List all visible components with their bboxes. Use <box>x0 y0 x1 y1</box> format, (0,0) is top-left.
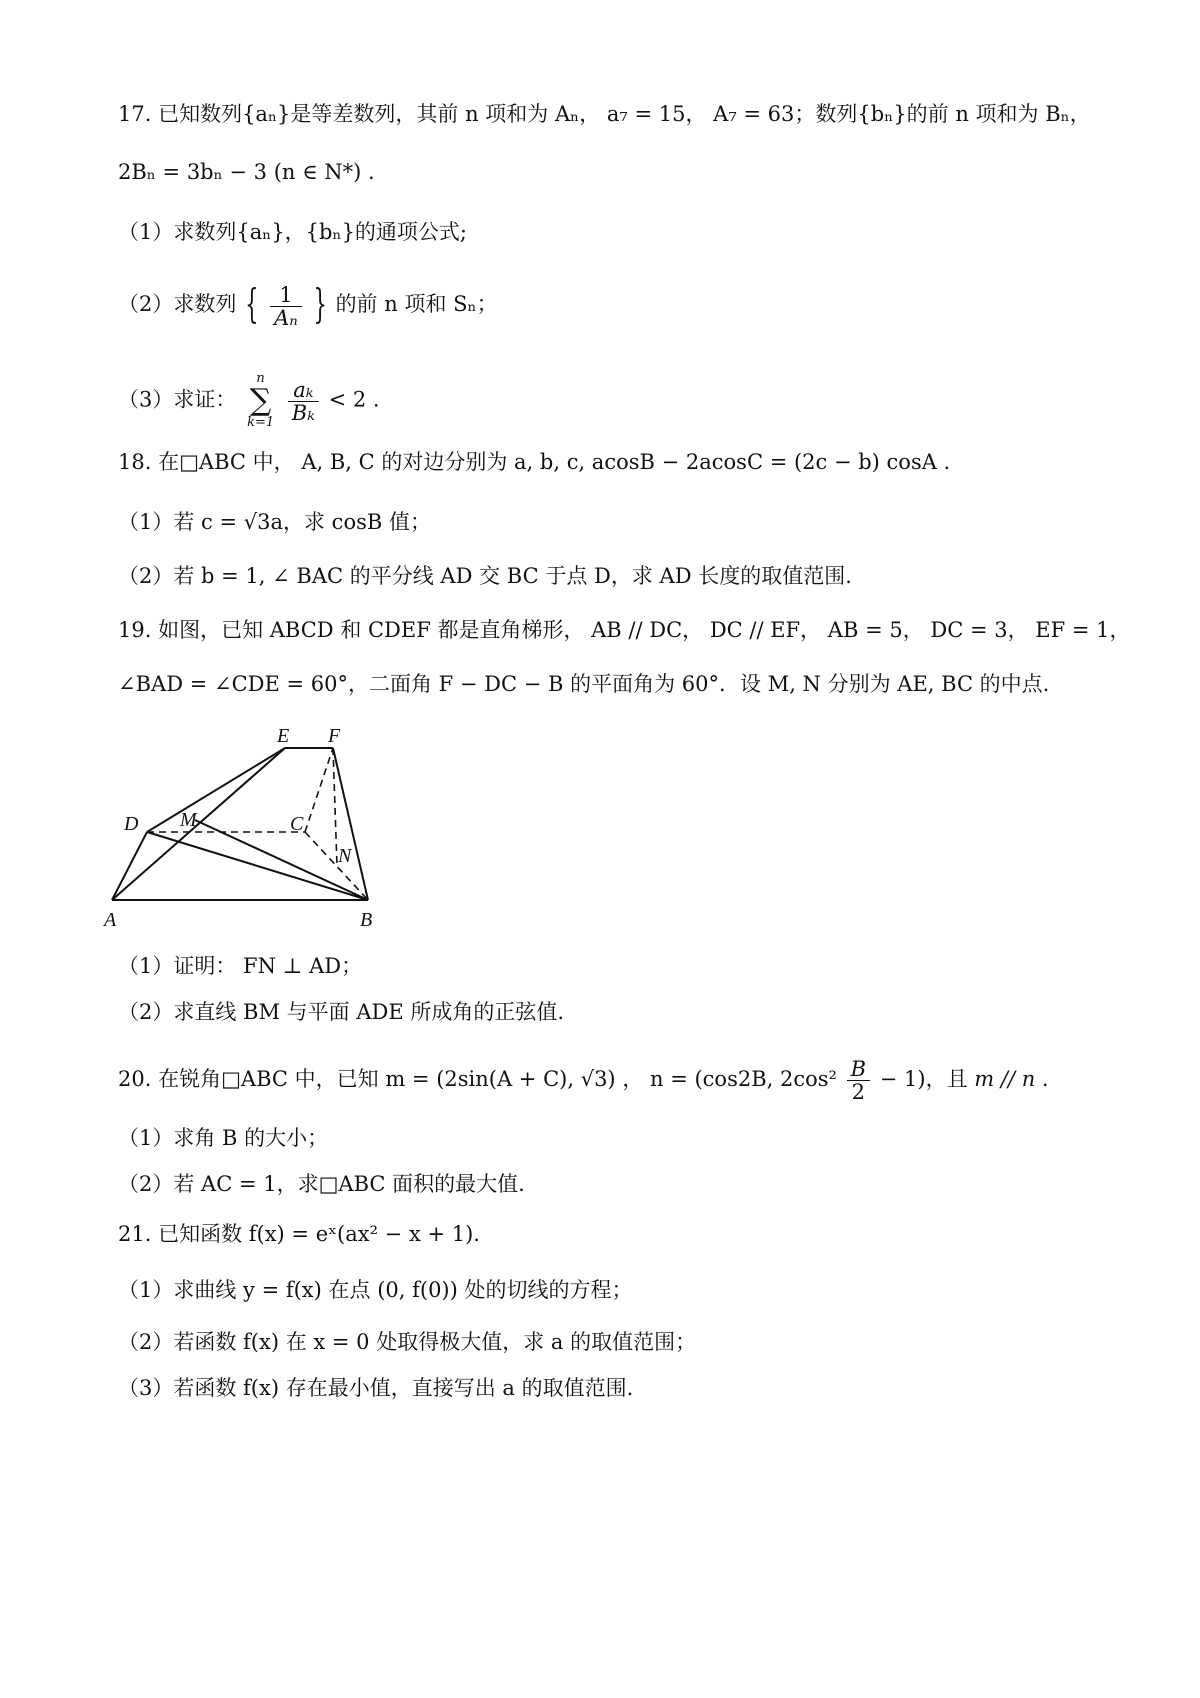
vector-m: m = (2sin(A + C), √3) <box>385 1067 616 1091</box>
q20-end: . <box>1041 1067 1049 1091</box>
label-C: C <box>290 813 304 835</box>
q21-part3: （3）若函数 f(x) 存在最小值，直接写出 a 的取值范围. <box>118 1376 634 1400</box>
fraction-denominator: Aₙ <box>274 306 298 330</box>
label-A: A <box>104 909 117 931</box>
sum-lower-limit: k=1 <box>247 415 275 430</box>
q17-stem-line1: 17. 已知数列{aₙ}是等差数列，其前 n 项和为 Aₙ， a₇ = 15， A₇ = 63；数列{bₙ}的前 n 项和为 Bₙ， <box>118 102 1091 126</box>
summation-sign <box>247 372 274 430</box>
q17-stem-line2: 2Bₙ = 3bₙ − 3 (n ∈ N*) . <box>118 160 375 184</box>
sigma-icon: ∑ <box>249 383 272 418</box>
q18-part1: （1）若 c = √3a，求 cosB 值； <box>118 510 431 534</box>
q17-part2-suffix: 的前 n 项和 Sₙ； <box>335 292 498 316</box>
q18-part2: （2）若 b = 1, ∠ BAC 的平分线 AD 交 BC 于点 D，求 AD 长度的取值范围. <box>118 564 852 588</box>
q17-part3-prefix: （3）求证： <box>118 387 237 412</box>
fraction-numerator: aₖ <box>288 379 319 402</box>
q19-part2: （2）求直线 BM 与平面 ADE 所成角的正弦值. <box>118 1000 565 1024</box>
half-B-fraction <box>847 1058 870 1103</box>
sum-upper-limit: n <box>256 371 265 386</box>
edge-FB <box>333 748 368 900</box>
vector-n-prefix: ， n = (cos2B, 2cos² <box>622 1067 837 1091</box>
q20-stem <box>118 1058 1049 1103</box>
q19-part1: （1）证明： FN ⊥ AD； <box>118 954 363 978</box>
q17-part2 <box>118 281 498 330</box>
q21-part2: （2）若函数 f(x) 在 x = 0 处取得极大值，求 a 的取值范围； <box>118 1330 697 1354</box>
q21-stem: 21. 已知函数 f(x) = eˣ(ax² − x + 1). <box>118 1222 480 1246</box>
label-B: B <box>360 909 373 931</box>
q20-part1: （1）求角 B 的大小； <box>118 1126 329 1150</box>
q18-stem: 18. 在□ABC 中， A, B, C 的对边分别为 a, b, c, acosB − 2acosC = (2c − b) cosA . <box>118 450 951 474</box>
label-N: N <box>338 845 352 867</box>
label-D: D <box>124 813 139 835</box>
parallel-condition: m // n <box>974 1067 1036 1091</box>
q17-part2-prefix: （2）求数列 <box>118 292 237 316</box>
q20-prefix: 20. 在锐角□ABC 中，已知 <box>118 1067 379 1091</box>
label-F: F <box>328 725 341 747</box>
q17-part3-fraction <box>288 379 319 424</box>
q19-geometry-figure <box>100 720 420 950</box>
right-brace: } <box>313 281 327 327</box>
q17-part2-fraction <box>270 284 302 329</box>
q19-stem-line1: 19. 如图，已知 ABCD 和 CDEF 都是直角梯形， AB // DC， DC // EF， AB = 5， DC = 3， EF = 1， <box>118 618 1131 642</box>
q17-part3-suffix: < 2 . <box>328 387 380 412</box>
q21-part1: （1）求曲线 y = f(x) 在点 (0, f(0)) 处的切线的方程； <box>118 1278 633 1302</box>
label-E: E <box>277 725 290 747</box>
edge-DB <box>147 832 368 900</box>
edge-AD <box>112 832 147 900</box>
fraction-numerator: 1 <box>270 284 302 307</box>
edge-DE <box>147 748 285 832</box>
label-M: M <box>180 809 197 831</box>
edge-CF-hidden <box>305 748 333 832</box>
left-brace: { <box>245 281 259 327</box>
q17-part3 <box>118 372 380 430</box>
fraction-numerator: B <box>847 1058 870 1081</box>
fraction-denominator: 2 <box>851 1080 866 1104</box>
fraction-denominator: Bₖ <box>291 400 315 425</box>
q19-stem-line2: ∠BAD = ∠CDE = 60°，二面角 F − DC − B 的平面角为 60°．设 M, N 分别为 AE, BC 的中点. <box>118 672 1050 696</box>
q20-part2: （2）若 AC = 1，求□ABC 面积的最大值. <box>118 1172 525 1196</box>
q17-part1: （1）求数列{aₙ}，{bₙ}的通项公式; <box>118 220 468 244</box>
vector-n-suffix: − 1)，且 <box>879 1067 968 1091</box>
